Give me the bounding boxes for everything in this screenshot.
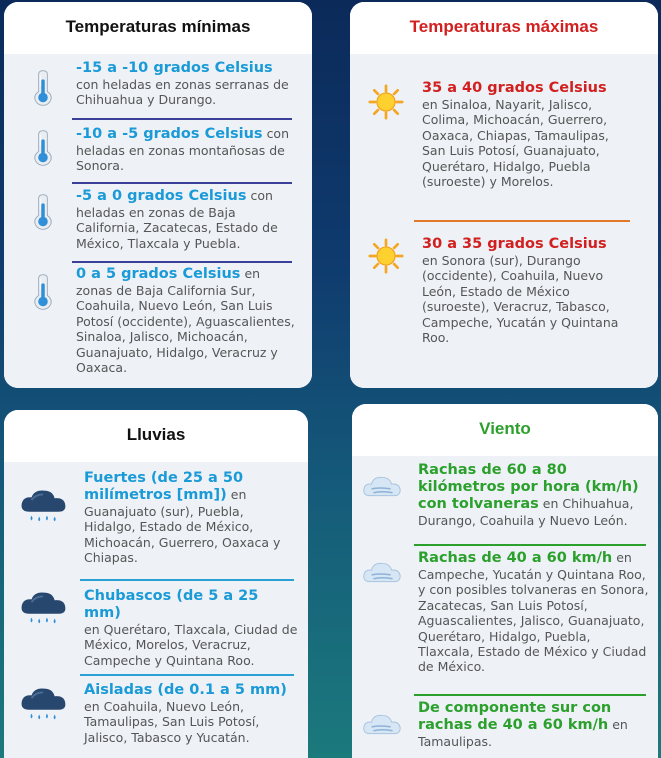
wind-range: De componente sur con rachas de 40 a 60 km/h: [418, 700, 612, 733]
min-temps-card: [4, 2, 312, 388]
wind-range: Rachas de 60 a 80 kilómetros por hora (km/h) con tolvaneras: [418, 462, 639, 512]
rain-cloud-icon: [18, 588, 72, 628]
thermometer-icon: [30, 68, 56, 108]
wind-item-text: [418, 700, 646, 749]
wind-item-text: [418, 462, 650, 528]
wind-body: [352, 456, 658, 758]
rain-range: Fuertes (de 25 a 50 milímetros [mm]): [84, 470, 244, 503]
divider: [80, 674, 294, 676]
min-item-text: [76, 60, 306, 108]
divider: [414, 544, 646, 546]
wind-icon: [362, 558, 404, 588]
max-item-2: [350, 236, 658, 366]
rain-title: Lluvias: [4, 410, 308, 460]
rain-item-3: [4, 682, 308, 752]
min-item-3: [4, 188, 312, 260]
min-temps-body: [4, 54, 312, 388]
rain-range: Chubascos (de 5 a 25 mm): [84, 588, 259, 621]
rain-desc: en Guanajuato (sur), Puebla, Hidalgo, Estado de México, Michoacán, Guerrero, Oaxaca y Chiapas.: [84, 487, 281, 566]
rain-item-2: [4, 588, 308, 668]
wind-icon: [362, 472, 404, 502]
wind-item-1: [352, 462, 658, 542]
sun-icon: [368, 238, 404, 274]
rain-card: [4, 410, 308, 758]
min-range: -5 a 0 grados Celsius: [76, 188, 247, 204]
max-item-text: [422, 80, 632, 189]
min-item-text: [76, 266, 296, 375]
min-item-text: [76, 188, 298, 251]
rain-desc: en Querétaro, Tlaxcala, Ciudad de México, Morelos, Veracruz, Campeche y Quintana Roo.: [84, 622, 298, 668]
rain-range: Aisladas (de 0.1 a 5 mm): [84, 682, 287, 698]
wind-item-2: [352, 550, 658, 690]
min-desc: con heladas en zonas montañosas de Sonora.: [76, 126, 290, 174]
divider: [414, 220, 630, 222]
thermometer-icon: [30, 192, 56, 232]
rain-cloud-icon: [18, 684, 72, 724]
max-temps-card: [350, 2, 658, 388]
divider: [72, 261, 292, 263]
min-desc: en zonas de Baja California Sur, Coahuila, Nuevo León, San Luis Potosí (occidente), Aguascalientes, Sinaloa, Jalisco, Michoacán, Guanajuato, Hidalgo, Veracruz y Oaxaca.: [76, 266, 295, 376]
max-item-text: [422, 236, 632, 345]
wind-item-text: [418, 550, 650, 675]
wind-range: Rachas de 40 a 60 km/h: [418, 550, 613, 566]
min-range: 0 a 5 grados Celsius: [76, 266, 241, 282]
wind-desc: en Chihuahua, Durango, Coahuila y Nuevo León.: [418, 496, 634, 528]
rain-item-text: [84, 470, 284, 566]
rain-item-1: [4, 470, 308, 580]
max-desc: en Sonora (sur), Durango (occidente), Coahuila, Nuevo León, Estado de México (suroeste), Veracruz, Tabasco, Campeche, Yucatán y Quintana Roo.: [422, 253, 619, 346]
max-desc: en Sinaloa, Nayarit, Jalisco, Colima, Michoacán, Guerrero, Oaxaca, Chiapas, Tamaulipas, San Luis Potosí, Guanajuato, Querétaro, Hidalgo, Puebla (suroeste) y Morelos.: [422, 97, 609, 190]
rain-item-text: [84, 682, 294, 745]
rain-desc: en Coahuila, Nuevo León, Tamaulipas, San Luis Potosí, Jalisco, Tabasco y Yucatán.: [84, 699, 260, 745]
rain-cloud-icon: [18, 486, 72, 526]
rain-body: [4, 462, 308, 758]
min-range: -10 a -5 grados Celsius: [76, 126, 263, 142]
divider: [80, 579, 294, 581]
wind-title: Viento: [352, 404, 658, 454]
min-item-4: [4, 266, 312, 386]
min-range: -15 a -10 grados Celsius: [76, 60, 273, 76]
min-item-2: [4, 126, 312, 186]
thermometer-icon: [30, 272, 56, 312]
sun-icon: [368, 84, 404, 120]
min-item-text: [76, 126, 296, 174]
min-desc: con heladas en zonas serranas de Chihuahua y Durango.: [76, 77, 289, 108]
wind-icon: [362, 710, 404, 740]
max-item-1: [350, 80, 658, 210]
max-temps-title: Temperaturas máximas: [350, 2, 658, 52]
divider: [72, 182, 292, 184]
rain-item-text: [84, 588, 298, 668]
max-range: 30 a 35 grados Celsius: [422, 236, 607, 252]
wind-card: [352, 404, 658, 758]
divider: [414, 694, 646, 696]
divider: [72, 118, 292, 120]
wind-desc: en Tamaulipas.: [418, 717, 628, 749]
min-temps-title: Temperaturas mínimas: [4, 2, 312, 52]
thermometer-icon: [30, 128, 56, 168]
min-item-1: [4, 60, 312, 120]
max-temps-body: [350, 54, 658, 388]
max-range: 35 a 40 grados Celsius: [422, 80, 607, 96]
min-desc: con heladas en zonas de Baja California, Zacatecas, Estado de México, Tlaxcala y Puebla.: [76, 188, 278, 251]
wind-desc: en Campeche, Yucatán y Quintana Roo, y con posibles tolvaneras en Sonora, Zacatecas, San Luis Potosí, Aguascalientes, Jalisco, Guanajuato, Querétaro, Hidalgo, Puebla, Tlaxcala, Estado de México y Ciudad de México.: [418, 550, 649, 675]
wind-item-3: [352, 700, 658, 758]
